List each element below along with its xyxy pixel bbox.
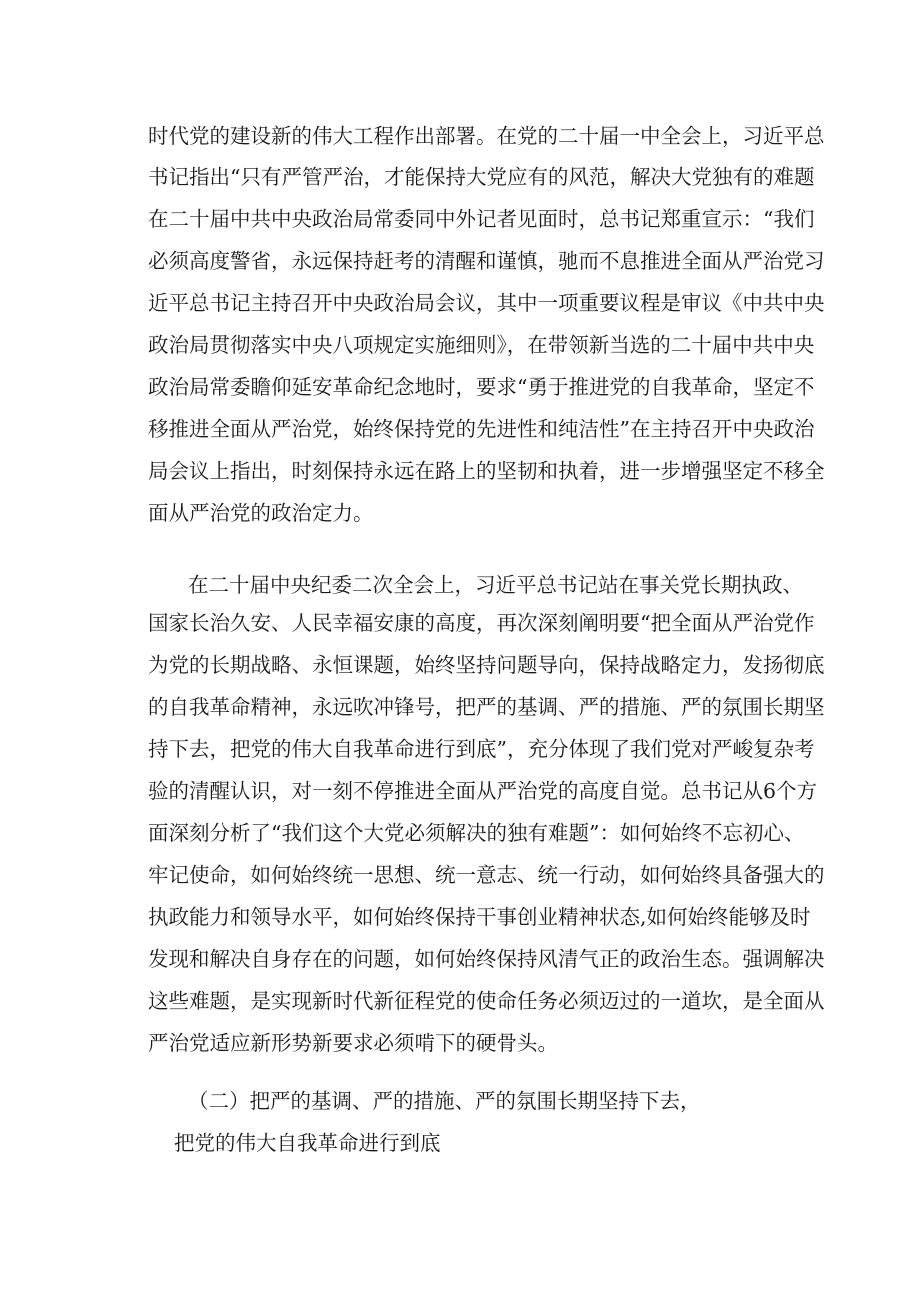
section-heading-line-2: 把党的伟大自我革命进行到底 xyxy=(174,1131,441,1155)
paragraph-line: 严治党适应新形势新要求必须啃下的硬骨头。 xyxy=(148,1031,558,1055)
paragraph-line: 在二十届中共中央政治局常委同中外记者见面时，总书记郑重宣示：“我们 xyxy=(148,207,815,231)
paragraph-line: 验的清醒认识，对一刻不停推进全面从严治党的高度自觉。总书记从6个方 xyxy=(148,779,818,803)
paragraph-line: 面深刻分析了“我们这个大党必须解决的独有难题”：如何始终不忘初心、 xyxy=(148,821,805,845)
paragraph-line: 政治局贯彻落实中央八项规定实施细则》，在带领新当选的二十届中共中央 xyxy=(148,333,815,357)
paragraph-line: 近平总书记主持召开中央政治局会议，其中一项重要议程是审议《中共中央 xyxy=(148,291,825,315)
paragraph-line: 持下去，把党的伟大自我革命进行到底”，充分体现了我们党对严峻复杂考 xyxy=(148,737,815,761)
paragraph-line: 为党的长期战略、永恒课题，始终坚持问题导向，保持战略定力，发扬彻底 xyxy=(148,653,825,677)
paragraph-line: 执政能力和领导水平，如何始终保持干事创业精神状态,如何始终能够及时 xyxy=(148,905,811,929)
paragraph-line: 这些难题，是实现新时代新征程党的使命任务必须迈过的一道坎，是全面从 xyxy=(148,989,825,1013)
paragraph-line: 在二十届中央纪委二次全会上，习近平总书记站在事关党长期执政、 xyxy=(188,573,803,597)
paragraph-line: 国家长治久安、人民幸福安康的高度，再次深刻阐明要“把全面从严治党作 xyxy=(148,611,815,635)
paragraph-line: 局会议上指出，时刻保持永远在路上的坚韧和执着，进一步增强坚定不移全 xyxy=(148,459,825,483)
paragraph-line: 发现和解决自身存在的问题，如何始终保持风清气正的政治生态。强调解决 xyxy=(148,947,825,971)
paragraph-line: 政治局常委瞻仰延安革命纪念地时，要求“勇于推进党的自我革命，坚定不 xyxy=(148,375,815,399)
paragraph-line: 的自我革命精神，永远吹冲锋号，把严的基调、严的措施、严的氛围长期坚 xyxy=(148,695,825,719)
paragraph-line: 书记指出“只有严管严治，才能保持大党应有的风范，解决大党独有的难题 xyxy=(148,165,815,189)
paragraph-line: 移推进全面从严治党，始终保持党的先进性和纯洁性”在主持召开中央政治 xyxy=(148,417,815,441)
paragraph-line: 牢记使命，如何始终统一思想、统一意志、统一行动，如何始终具备强大的 xyxy=(148,863,825,887)
paragraph-line: 必须高度警省，永远保持赶考的清醒和谨慎，驰而不息推进全面从严治党习 xyxy=(148,249,825,273)
paragraph-line: 时代党的建设新的伟大工程作出部署。在党的二十届一中全会上，习近平总 xyxy=(148,124,825,148)
paragraph-line: 面从严治党的政治定力。 xyxy=(148,501,374,525)
section-heading-line-1: （二）把严的基调、严的措施、严的氛围长期坚持下去， xyxy=(188,1089,701,1113)
